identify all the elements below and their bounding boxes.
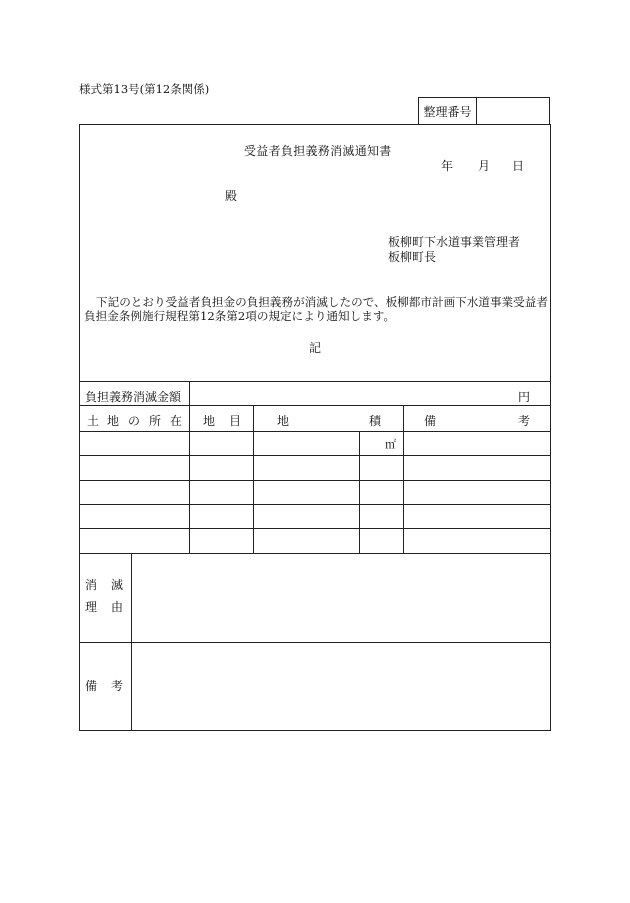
body-text-line-2: 負担金条例施行規程第12条第2項の規定により通知します。 [84,309,396,323]
body-text-line-1: 下記のとおり受益者負担金の負担義務が消滅したので、板柳都市計画下水道事業受益者 [96,295,548,309]
amount-field[interactable] [192,383,512,403]
table-row-5-location[interactable] [80,529,188,552]
reason-label-2: 滅 [111,578,124,592]
table-row-3-area[interactable] [254,481,358,503]
remarks-label-2: 考 [111,679,124,693]
table-row-4-remarks[interactable] [404,505,550,527]
header-location-1: 土 [87,414,100,428]
table-row-3-chimoku[interactable] [190,481,252,503]
header-location-2: 地 [107,414,120,428]
remarks-label-1: 備 [85,679,98,693]
form-number-label: 様式第13号(第12条関係) [79,82,210,96]
table-row-3-remarks[interactable] [404,481,550,503]
table-row-4-chimoku[interactable] [190,505,252,527]
reason-label-4: 由 [111,600,124,614]
date-year-label: 年 [441,159,454,173]
reason-label-3: 理 [85,600,98,614]
document-title: 受益者負担義務消滅通知書 [244,144,392,158]
header-area-2: 積 [369,414,382,428]
seiri-bango-label: 整理番号 [419,98,477,124]
table-row-1-area[interactable] [254,432,358,454]
table-row-3-location[interactable] [80,481,188,503]
table-row-5-area[interactable] [254,529,358,552]
divider-col-area-split [359,431,360,553]
table-row-2-location[interactable] [80,456,188,479]
header-chimoku-1: 地 [203,414,216,428]
table-row-1-chimoku[interactable] [190,432,252,454]
remarks-field[interactable] [133,644,549,729]
amount-unit: 円 [518,390,531,404]
table-row-4-location[interactable] [80,505,188,527]
header-location-3: の [128,414,141,428]
table-row-2-chimoku[interactable] [190,456,252,479]
divider-table-header-top [79,405,551,406]
divider-reason-bottom [79,642,551,643]
amount-label: 負担義務消滅金額 [85,390,182,404]
table-row-5-chimoku[interactable] [190,529,252,552]
header-remarks-2: 考 [518,414,531,428]
reason-field[interactable] [133,555,549,640]
table-row-4-area[interactable] [254,505,358,527]
area-unit-label: ㎡ [385,438,396,451]
reason-label-1: 消 [85,578,98,592]
table-row-2-area[interactable] [254,456,358,479]
date-day-label: 日 [512,159,525,173]
issuer-line-1: 板柳町下水道事業管理者 [388,235,521,249]
divider-amount-top [79,381,551,382]
seiri-bango-field[interactable] [477,98,549,124]
header-chimoku-2: 目 [229,414,242,428]
header-area-1: 地 [277,414,290,428]
addressee-suffix: 殿 [225,189,238,203]
header-remarks-1: 備 [424,414,437,428]
table-row-1-location[interactable] [80,432,188,454]
header-location-5: 在 [170,414,183,428]
seiri-bango-box [418,97,550,124]
table-row-2-remarks[interactable] [404,456,550,479]
ki-label: 記 [309,341,322,355]
header-location-4: 所 [149,414,162,428]
date-month-label: 月 [478,159,491,173]
issuer-line-2: 板柳町長 [388,250,437,264]
divider-table-bottom [79,553,551,554]
table-row-5-remarks[interactable] [404,529,550,552]
table-row-1-remarks[interactable] [404,432,550,454]
divider-amount-label [189,381,190,405]
